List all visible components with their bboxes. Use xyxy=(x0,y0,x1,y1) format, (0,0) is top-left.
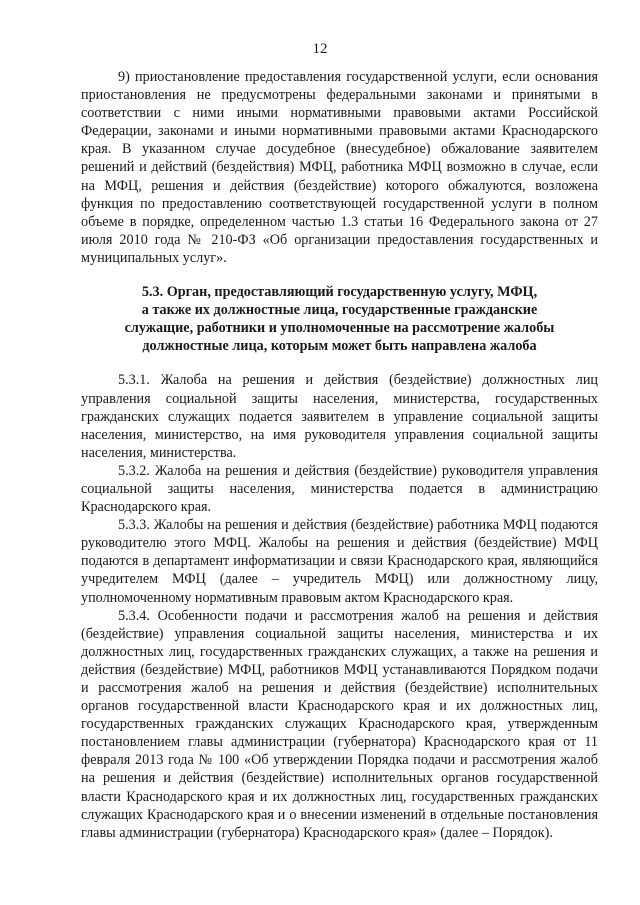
page-number: 12 xyxy=(312,41,328,57)
section-heading xyxy=(81,283,598,355)
page-content xyxy=(81,68,598,842)
paragraph-5-3-4: 5.3.4. Особенности подачи и рассмотрения жалоб на решения и действия (бездействие) управления социальной защиты населения, министерства и их должностных лиц, государственных гражданских служащих, а также на решения и действия (бездействие) МФЦ, работников МФЦ устанавливаются Порядком подачи и рассмотрения жалоб на решения и действия (бездействие) исполнительных органов государственной власти Краснодарского края и их должностных лиц, государственных гражданских служащих Краснодарского края, утвержденным постановлением главы администрации (губернатора) Краснодарского края от 11 февраля 2013 года № 100 «Об утверждении Порядка подачи и рассмотрения жалоб на решения и действия (бездействие) исполнительных органов государственной власти Краснодарского края и их должностных лиц, государственных гражданских служащих Краснодарского края и о внесении изменений в отдельные постановления главы администрации (губернатора) Краснодарского края» (далее – Порядок). xyxy=(81,607,598,841)
paragraph-5-3-1: 5.3.1. Жалоба на решения и действия (бездействие) должностных лиц управления социальной защиты населения, министерства, государственных гражданских служащих подается заявителем в управление социальной защиты населения, министерство, на имя руководителя управления социальной защиты населения, министерства. xyxy=(81,372,598,461)
section-heading-line: должностные лица, которым может быть направлена жалоба xyxy=(142,338,537,355)
section-heading-line: служащие, работники и уполномоченные на рассмотрение жалобы xyxy=(124,320,555,337)
section-heading-line: а также их должностные лица, государственные гражданские xyxy=(141,302,538,319)
intro-paragraph: 9) приостановление предоставления государственной услуги, если основания приостановления не предусмотрены федеральными законами и принятыми в соответствии с ними иными нормативными правовыми актами Российской Федерации, законами и иными нормативными правовыми актами Краснодарского края. В указанном случае досудебное (внесудебное) обжалование заявителем решений и действий (бездействия) МФЦ, работника МФЦ возможно в случае, если на МФЦ, решения и действия (бездействие) которого обжалуются, возложена функция по предоставлению соответствующей государственной услуги в полном объеме в порядке, определенном частью 1.3 статьи 16 Федерального закона от 27 июля 2010 года № 210-ФЗ «Об организации предоставления государственных и муниципальных услуг». xyxy=(81,69,598,266)
paragraph-5-3-3: 5.3.3. Жалобы на решения и действия (бездействие) работника МФЦ подаются руководителю этого МФЦ. Жалобы на решения и действия (бездействие) МФЦ подаются в департамент информатизации и связи Краснодарского края, являющийся учредителем МФЦ (далее – учредитель МФЦ) или должностному лицу, уполномоченному нормативным правовым актом Краснодарского края. xyxy=(81,517,598,606)
paragraph-5-3-2: 5.3.2. Жалоба на решения и действия (бездействие) руководителя управления социальной защиты населения, министерства подается в администрацию Краснодарского края. xyxy=(81,462,598,516)
section-heading-line: 5.3. Орган, предоставляющий государственную услугу, МФЦ, xyxy=(141,284,538,301)
